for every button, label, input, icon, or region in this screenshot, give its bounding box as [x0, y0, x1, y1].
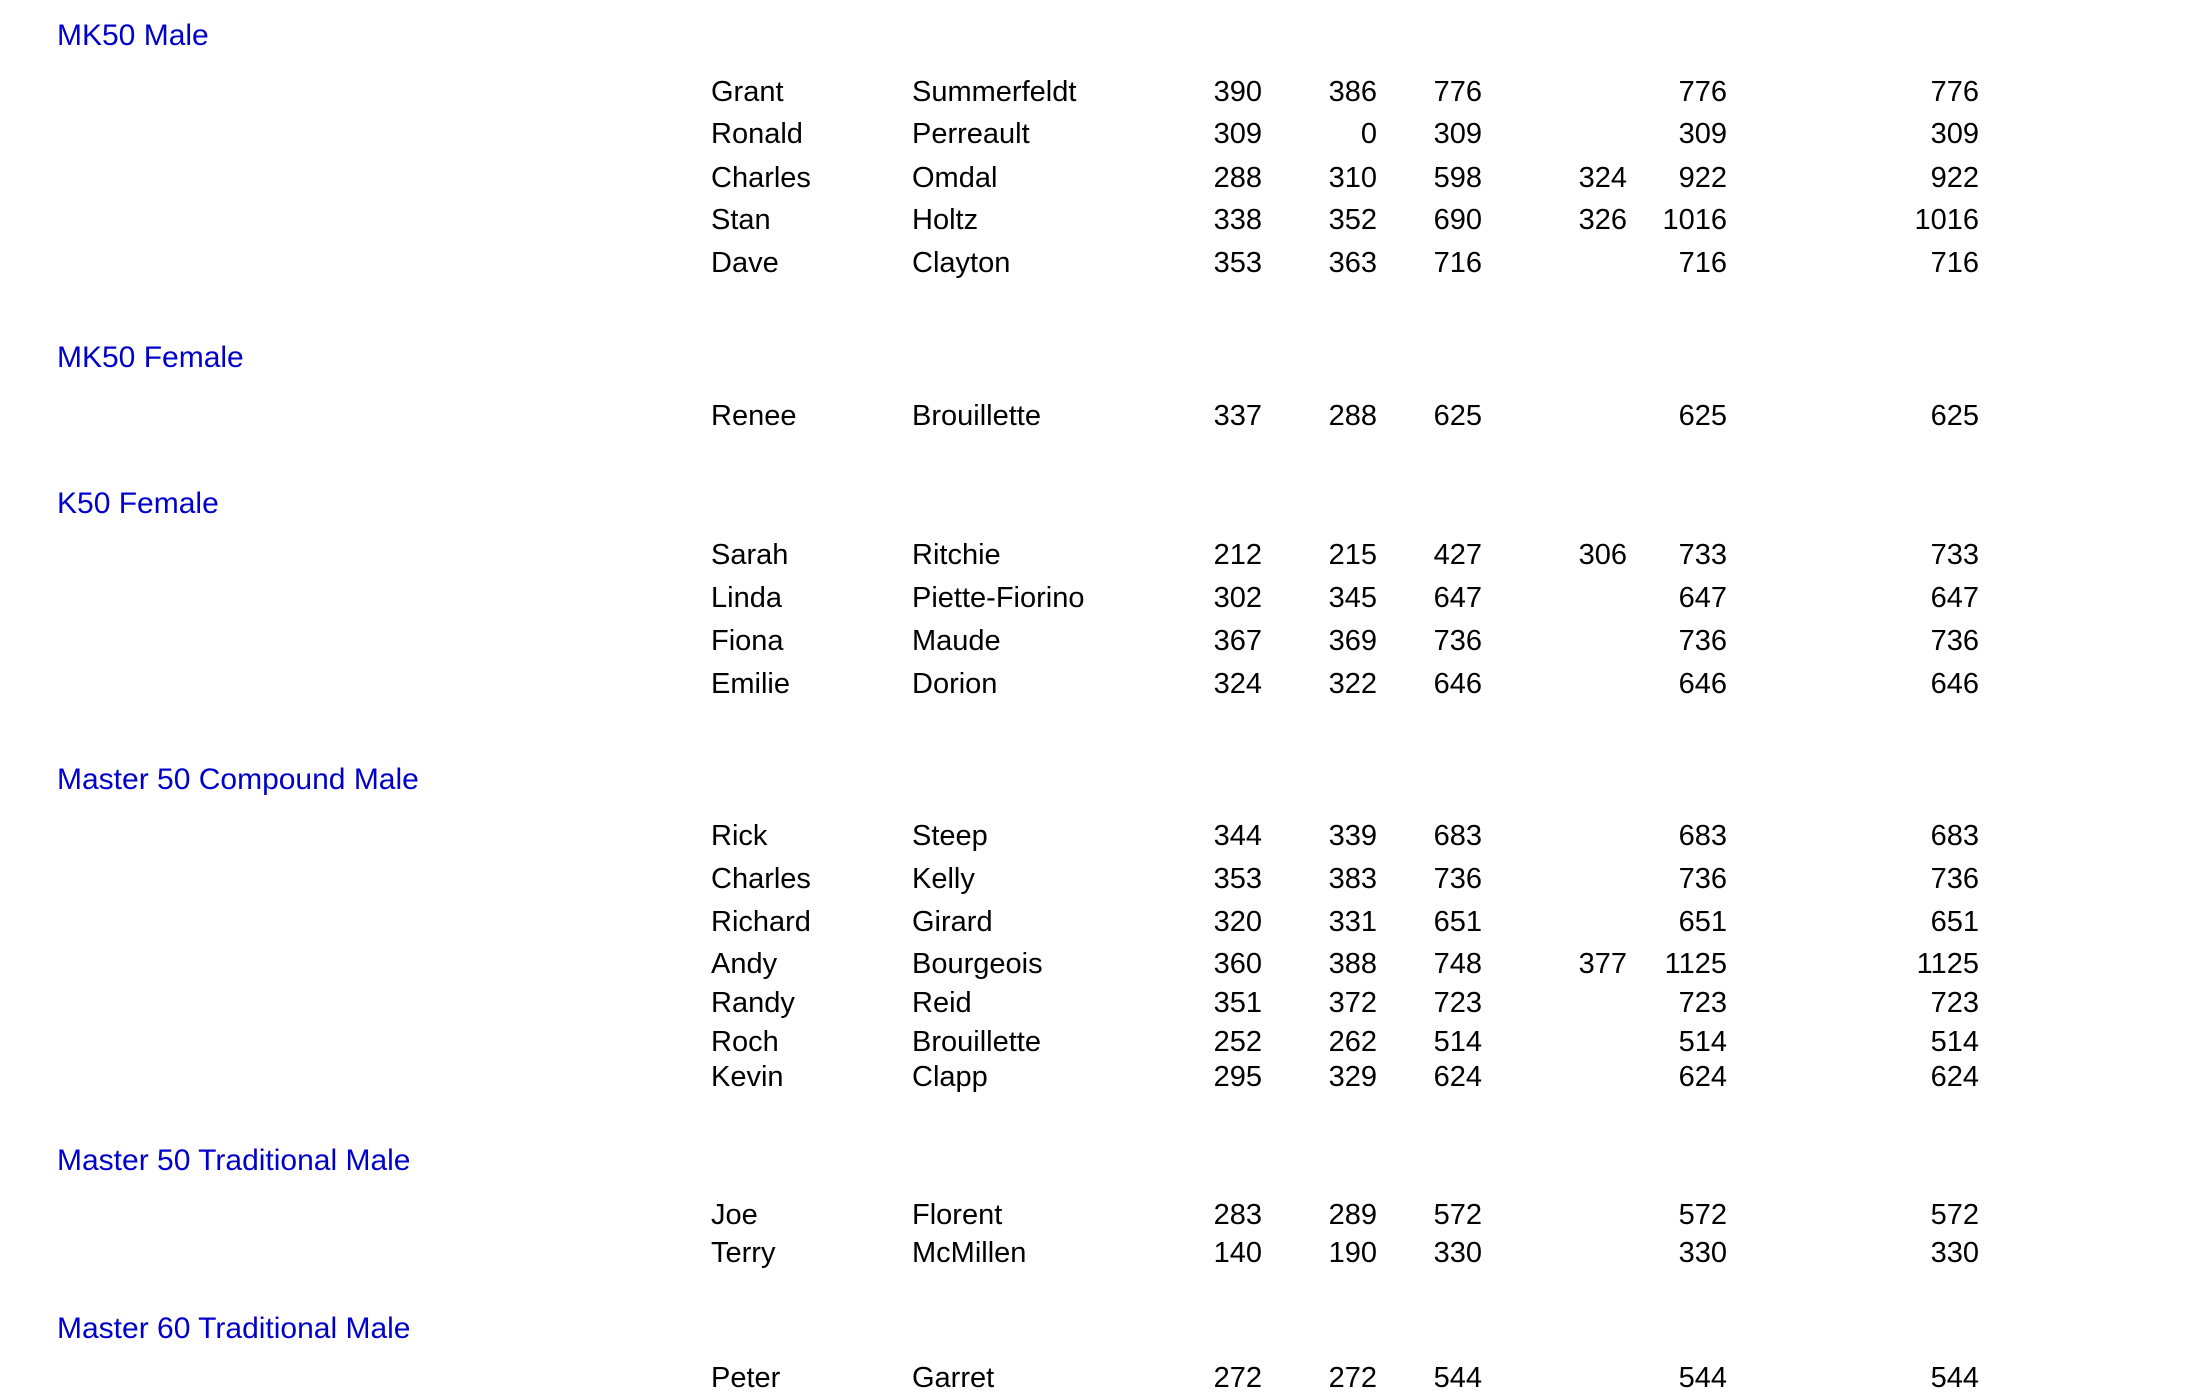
score-2-cell: 383 — [1328, 863, 1377, 895]
subtotal-cell: 736 — [1433, 863, 1482, 895]
last-name-cell: Brouillette — [912, 400, 1041, 432]
subtotal-cell: 690 — [1433, 204, 1482, 236]
final-score-cell: 723 — [1930, 987, 1979, 1019]
total-cell: 309 — [1678, 118, 1727, 150]
table-row — [0, 398, 2200, 438]
final-score-cell: 544 — [1930, 1362, 1979, 1394]
score-1-cell: 390 — [1213, 76, 1262, 108]
score-3-cell: 306 — [1578, 539, 1627, 571]
score-1-cell: 353 — [1213, 863, 1262, 895]
score-2-cell: 289 — [1328, 1199, 1377, 1231]
subtotal-cell: 544 — [1433, 1362, 1482, 1394]
score-1-cell: 309 — [1213, 118, 1262, 150]
table-row — [0, 580, 2200, 620]
score-1-cell: 140 — [1213, 1237, 1262, 1269]
subtotal-cell: 572 — [1433, 1199, 1482, 1231]
total-cell: 733 — [1678, 539, 1727, 571]
table-row — [0, 1059, 2200, 1099]
score-2-cell: 369 — [1328, 625, 1377, 657]
table-row — [0, 623, 2200, 663]
final-score-cell: 683 — [1930, 820, 1979, 852]
final-score-cell: 922 — [1930, 162, 1979, 194]
first-name-cell: Andy — [711, 948, 778, 980]
first-name-cell: Emilie — [711, 668, 790, 700]
final-score-cell: 1016 — [1914, 204, 1979, 236]
first-name-cell: Linda — [711, 582, 782, 614]
last-name-cell: Holtz — [912, 204, 979, 236]
last-name-cell: Ritchie — [912, 539, 1001, 571]
table-row — [0, 861, 2200, 901]
total-cell: 716 — [1678, 247, 1727, 279]
subtotal-cell: 625 — [1433, 400, 1482, 432]
table-row — [0, 946, 2200, 986]
last-name-cell: Omdal — [912, 162, 998, 194]
subtotal-cell: 646 — [1433, 668, 1482, 700]
score-2-cell: 322 — [1328, 668, 1377, 700]
score-1-cell: 320 — [1213, 906, 1262, 938]
total-cell: 723 — [1678, 987, 1727, 1019]
table-row — [0, 985, 2200, 1025]
first-name-cell: Richard — [711, 906, 811, 938]
score-2-cell: 262 — [1328, 1026, 1377, 1058]
subtotal-cell: 309 — [1433, 118, 1482, 150]
last-name-cell: Brouillette — [912, 1026, 1041, 1058]
last-name-cell: Girard — [912, 906, 993, 938]
first-name-cell: Randy — [711, 987, 795, 1019]
score-2-cell: 331 — [1328, 906, 1377, 938]
score-1-cell: 295 — [1213, 1061, 1262, 1093]
first-name-cell: Charles — [711, 863, 811, 895]
final-score-cell: 1125 — [1916, 948, 1979, 980]
last-name-cell: Clayton — [912, 247, 1011, 279]
score-2-cell: 329 — [1328, 1061, 1377, 1093]
score-2-cell: 310 — [1328, 162, 1377, 194]
last-name-cell: Maude — [912, 625, 1001, 657]
section-heading: Master 50 Compound Male — [57, 763, 419, 796]
final-score-cell: 646 — [1930, 668, 1979, 700]
table-row — [0, 74, 2200, 114]
table-row — [0, 1235, 2200, 1275]
first-name-cell: Joe — [711, 1199, 758, 1231]
total-cell: 330 — [1678, 1237, 1727, 1269]
subtotal-cell: 776 — [1433, 76, 1482, 108]
section-heading: Master 60 Traditional Male — [57, 1312, 411, 1345]
table-row — [0, 116, 2200, 156]
total-cell: 736 — [1678, 625, 1727, 657]
final-score-cell: 330 — [1930, 1237, 1979, 1269]
table-row — [0, 1360, 2200, 1400]
last-name-cell: Dorion — [912, 668, 998, 700]
total-cell: 736 — [1678, 863, 1727, 895]
final-score-cell: 514 — [1930, 1026, 1979, 1058]
score-1-cell: 353 — [1213, 247, 1262, 279]
total-cell: 683 — [1678, 820, 1727, 852]
score-2-cell: 0 — [1360, 118, 1377, 150]
first-name-cell: Rick — [711, 820, 768, 852]
score-1-cell: 338 — [1213, 204, 1262, 236]
score-1-cell: 360 — [1213, 948, 1262, 980]
subtotal-cell: 716 — [1433, 247, 1482, 279]
final-score-cell: 733 — [1930, 539, 1979, 571]
score-1-cell: 324 — [1213, 668, 1262, 700]
last-name-cell: Bourgeois — [912, 948, 1043, 980]
total-cell: 625 — [1678, 400, 1727, 432]
score-1-cell: 367 — [1213, 625, 1262, 657]
total-cell: 646 — [1678, 668, 1727, 700]
final-score-cell: 736 — [1930, 863, 1979, 895]
table-row — [0, 245, 2200, 285]
last-name-cell: Summerfeldt — [912, 76, 1077, 108]
score-2-cell: 190 — [1328, 1237, 1377, 1269]
last-name-cell: Kelly — [912, 863, 975, 895]
table-row — [0, 1024, 2200, 1064]
total-cell: 651 — [1678, 906, 1727, 938]
subtotal-cell: 723 — [1433, 987, 1482, 1019]
subtotal-cell: 683 — [1433, 820, 1482, 852]
subtotal-cell: 427 — [1433, 539, 1482, 571]
first-name-cell: Fiona — [711, 625, 784, 657]
first-name-cell: Kevin — [711, 1061, 784, 1093]
score-1-cell: 351 — [1213, 987, 1262, 1019]
subtotal-cell: 748 — [1433, 948, 1482, 980]
last-name-cell: Steep — [912, 820, 988, 852]
final-score-cell: 572 — [1930, 1199, 1979, 1231]
score-1-cell: 252 — [1213, 1026, 1262, 1058]
score-2-cell: 288 — [1328, 400, 1377, 432]
score-3-cell: 326 — [1578, 204, 1627, 236]
section-heading: K50 Female — [57, 487, 219, 520]
score-1-cell: 272 — [1213, 1362, 1262, 1394]
first-name-cell: Terry — [711, 1237, 776, 1269]
score-3-cell: 324 — [1578, 162, 1627, 194]
last-name-cell: Reid — [912, 987, 972, 1019]
first-name-cell: Sarah — [711, 539, 789, 571]
score-2-cell: 352 — [1328, 204, 1377, 236]
score-2-cell: 372 — [1328, 987, 1377, 1019]
score-3-cell: 377 — [1578, 948, 1627, 980]
table-row — [0, 1197, 2200, 1237]
subtotal-cell: 330 — [1433, 1237, 1482, 1269]
total-cell: 922 — [1678, 162, 1727, 194]
score-1-cell: 344 — [1213, 820, 1262, 852]
first-name-cell: Stan — [711, 204, 771, 236]
total-cell: 776 — [1678, 76, 1727, 108]
total-cell: 572 — [1678, 1199, 1727, 1231]
table-row — [0, 818, 2200, 858]
final-score-cell: 716 — [1930, 247, 1979, 279]
section-heading: Master 50 Traditional Male — [57, 1144, 411, 1177]
score-1-cell: 302 — [1213, 582, 1262, 614]
final-score-cell: 625 — [1930, 400, 1979, 432]
score-1-cell: 283 — [1213, 1199, 1262, 1231]
subtotal-cell: 598 — [1433, 162, 1482, 194]
subtotal-cell: 651 — [1433, 906, 1482, 938]
last-name-cell: Perreault — [912, 118, 1030, 150]
last-name-cell: Piette-Fiorino — [912, 582, 1085, 614]
total-cell: 1125 — [1664, 948, 1727, 980]
final-score-cell: 736 — [1930, 625, 1979, 657]
first-name-cell: Peter — [711, 1362, 781, 1394]
subtotal-cell: 624 — [1433, 1061, 1482, 1093]
first-name-cell: Ronald — [711, 118, 803, 150]
first-name-cell: Charles — [711, 162, 811, 194]
section-heading: MK50 Female — [57, 341, 244, 374]
section-heading: MK50 Male — [57, 19, 209, 52]
score-2-cell: 215 — [1328, 539, 1377, 571]
first-name-cell: Roch — [711, 1026, 779, 1058]
subtotal-cell: 514 — [1433, 1026, 1482, 1058]
total-cell: 514 — [1678, 1026, 1727, 1058]
final-score-cell: 651 — [1930, 906, 1979, 938]
score-2-cell: 363 — [1328, 247, 1377, 279]
final-score-cell: 624 — [1930, 1061, 1979, 1093]
score-2-cell: 272 — [1328, 1362, 1377, 1394]
last-name-cell: Clapp — [912, 1061, 988, 1093]
score-1-cell: 337 — [1213, 400, 1262, 432]
subtotal-cell: 736 — [1433, 625, 1482, 657]
table-row — [0, 666, 2200, 706]
table-row — [0, 202, 2200, 242]
final-score-cell: 647 — [1930, 582, 1979, 614]
last-name-cell: Florent — [912, 1199, 1003, 1231]
score-2-cell: 345 — [1328, 582, 1377, 614]
first-name-cell: Dave — [711, 247, 779, 279]
total-cell: 1016 — [1662, 204, 1727, 236]
first-name-cell: Grant — [711, 76, 784, 108]
score-1-cell: 212 — [1213, 539, 1262, 571]
table-row — [0, 537, 2200, 577]
score-1-cell: 288 — [1213, 162, 1262, 194]
total-cell: 544 — [1678, 1362, 1727, 1394]
final-score-cell: 309 — [1930, 118, 1979, 150]
table-row — [0, 160, 2200, 200]
table-row — [0, 904, 2200, 944]
score-2-cell: 388 — [1328, 948, 1377, 980]
score-2-cell: 339 — [1328, 820, 1377, 852]
first-name-cell: Renee — [711, 400, 797, 432]
final-score-cell: 776 — [1930, 76, 1979, 108]
total-cell: 624 — [1678, 1061, 1727, 1093]
last-name-cell: Garret — [912, 1362, 995, 1394]
score-2-cell: 386 — [1328, 76, 1377, 108]
total-cell: 647 — [1678, 582, 1727, 614]
last-name-cell: McMillen — [912, 1237, 1027, 1269]
subtotal-cell: 647 — [1433, 582, 1482, 614]
